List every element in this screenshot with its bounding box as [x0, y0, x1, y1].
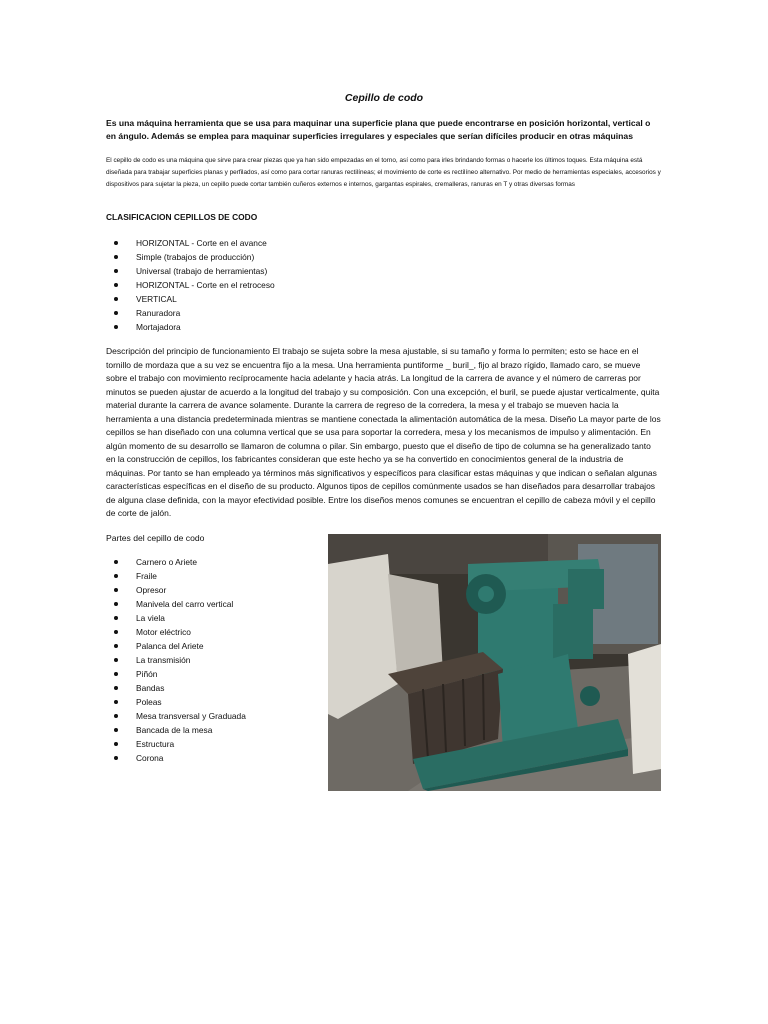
- list-item: Carnero o Ariete: [106, 555, 246, 569]
- list-item: Corona: [106, 751, 246, 765]
- description-paragraph: Descripción del principio de funcionamiento El trabajo se sujeta sobre la mesa ajustable, si su tamaño y forma lo permiten; esto se hace en el tornillo de mordaza que a su vez se encuentra fijo a la mesa. Una herramienta puntiforme _ buril_, fijo al brazo rígido, llamado caro, se mueve sobre el trabajo con movimiento recíprocamente hacia adelante y hacia atrás. La longitud de la carrera de avance y el número de carreras por minutos se pueden ajustar de acuerdo a la longitud del trabajo y su composición. Con una excepción, el buril, se puede ajustar verticalmente, quita material durante la carrera de avance solamente. Durante la carrera de regreso de la corredera, la mesa y el trabajo se mueven hacia la herramienta a una distancia predeterminada mientras se mantiene conectada la alimentación automática de la mesa. Diseño La mayor parte de los cepillos se han diseñado con una columna vertical que se usa para soportar la corredera, mesa y los mecanismos de impulso y alimentación. En algún momento de su desarrollo se llamaron de columna o pilar. Sin embargo, puesto que el diseño de tipo de columna se ha generalizado tanto en la construcción de cepillos, los fabricantes consideran que este hecho ya se ha convertido en conocimientos general de la industria de máquinas. Por tanto se han empleado ya términos más significativos y específicos para clasificar estas máquinas y que indican o señalan algunas características específicas en el diseño de su producto. Algunos tipos de cepillos comúnmente usados se han diseñados para desarrollar trabajos de alguna clase definida, con la mayor efectividad posible. Entre los diseños menos comunes se encuentran el cepillo de cabeza móvil y el cepillo de corte de jalón.: [106, 346, 661, 518]
- parts-list: [106, 555, 246, 765]
- list-item: Opresor: [106, 583, 246, 597]
- list-item: Fraile: [106, 569, 246, 583]
- list-item: HORIZONTAL - Corte en el avance: [106, 236, 275, 250]
- list-item: Palanca del Ariete: [106, 639, 246, 653]
- list-item: La transmisión: [106, 653, 246, 667]
- list-item: Universal (trabajo de herramientas): [106, 264, 275, 278]
- list-item: Bandas: [106, 681, 246, 695]
- list-item: Manivela del carro vertical: [106, 597, 246, 611]
- list-item: Mortajadora: [106, 320, 275, 334]
- list-item: La viela: [106, 611, 246, 625]
- detail-paragraph: El cepillo de codo es una máquina que sirve para crear piezas que ya han sido empezadas en el torno, así como para irles brindando formas o hacerle los últimos toques. Esta máquina está diseñada para trabajar superficies planas y perfilados, así como para cortar ranuras rectilíneas; el movimiento de corte es rectilíneo alternativo. Por medio de herramientas especiales, accesorios y dispositivos para sujetar la pieza, un cepillo puede cortar también cuñeros externos e internos, gargantas espirales, cremalleras, ranuras en T y otras diversas formas: [106, 157, 661, 188]
- list-item: Motor eléctrico: [106, 625, 246, 639]
- classification-list: [106, 236, 275, 334]
- shaper-machine-photo: [328, 534, 661, 791]
- list-item: Piñón: [106, 667, 246, 681]
- list-item: Simple (trabajos de producción): [106, 250, 275, 264]
- list-item: Poleas: [106, 695, 246, 709]
- list-item: Mesa transversal y Graduada: [106, 709, 246, 723]
- list-item: Ranuradora: [106, 306, 275, 320]
- intro-paragraph: Es una máquina herramienta que se usa para maquinar una superficie plana que puede encontrarse en posición horizontal, vertical o en ángulo. Además se emplea para maquinar superficies irregulares y especiales que serían difíciles producir en otras máquinas: [106, 118, 651, 141]
- list-item: Bancada de la mesa: [106, 723, 246, 737]
- document-title: Cepillo de codo: [344, 92, 424, 104]
- list-item: VERTICAL: [106, 292, 275, 306]
- list-item: Estructura: [106, 737, 246, 751]
- classification-heading: CLASIFICACION CEPILLOS DE CODO: [106, 212, 258, 222]
- list-item: HORIZONTAL - Corte en el retroceso: [106, 278, 275, 292]
- parts-heading: Partes del cepillo de codo: [106, 533, 205, 543]
